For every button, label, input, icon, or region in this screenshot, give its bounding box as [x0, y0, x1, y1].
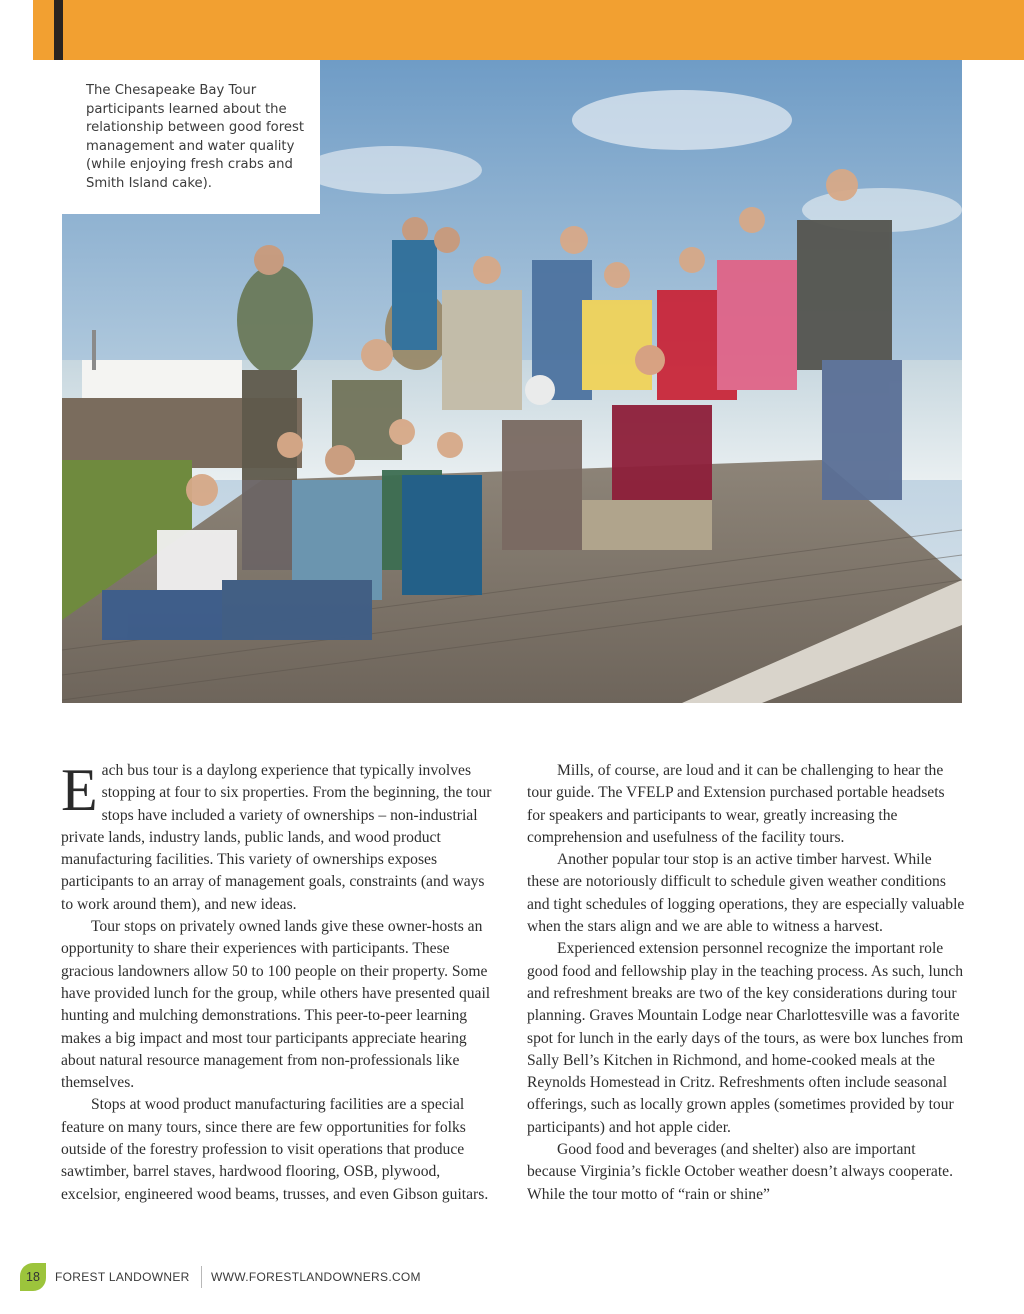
article-column-right [527, 760, 965, 1206]
article-paragraph: Good food and beverages (and shelter) also are important because Virginia’s fickle October weather doesn’t always cooperate. While the tour motto of “rain or shine” [527, 1141, 953, 1203]
article-paragraph: Another popular tour stop is an active timber harvest. While these are notoriously difficult to schedule given weather conditions and tight schedules of logging operations, they are especially valuable when the stars align and we are able to witness a harvest. [527, 851, 965, 936]
page-footer [20, 1263, 620, 1291]
paragraph-text: ach bus tour is a daylong experience that typically involves stopping at four to six properties. From the beginning, the tour stops have included a variety of ownerships – non-industrial private lands, industry lands, public lands, and wood product manufacturing facilities. This variety of ownerships exposes participants to an array of management goals, constraints (and ways to work around them), and new ideas. [61, 762, 492, 913]
article-paragraph: Stops at wood product manufacturing facilities are a special feature on many tours, since there are few opportunities for folks outside of the forestry profession to visit operations that produce sawtimber, barrel staves, hardwood flooring, OSB, plywood, excelsior, engineered wood beams, trusses, and even Gibson guitars. [61, 1096, 489, 1203]
article-column-left [61, 757, 499, 1206]
website-link[interactable]: WWW.FORESTLANDOWNERS.COM [211, 1270, 421, 1284]
page-number: 18 [20, 1263, 46, 1291]
footer-divider [201, 1266, 202, 1288]
article-paragraph: Experienced extension personnel recognize the important role good food and fellowship play in the teaching process. As such, lunch and refreshment breaks are two of the key considerations during tour planning. Graves Mountain Lodge near Charlottesville was a favorite spot for lunch in the early days of the tours, as were box lunches from Sally Bell’s Kitchen in Richmond, and home-cooked meals at the Reynolds Homestead in Critz. Refreshments often include seasonal offerings, such as locally grown apples (sometimes provided by tour participants) and hot apple cider. [527, 940, 964, 1136]
article-paragraph: Mills, of course, are loud and it can be challenging to hear the tour guide. The VFELP and Extension purchased portable headsets for speakers and participants to wear, greatly increasing the comprehension and usefulness of the facility tours. [527, 762, 945, 846]
article-paragraph [61, 757, 499, 916]
drop-cap: E [61, 757, 98, 823]
header-accent-bar [33, 0, 1024, 60]
magazine-name: FOREST LANDOWNER [55, 1270, 190, 1284]
header-accent-mark [54, 0, 63, 60]
article-paragraph: Tour stops on privately owned lands give these owner-hosts an opportunity to share their experiences with participants. These gracious landowners allow 50 to 100 people on their property. Some have provided lunch for the group, while others have presented quail hunting and mulching demonstrations. This peer-to-peer learning makes a big impact and most tour participants appreciate hearing about natural resource management from non-professionals like themselves. [61, 918, 491, 1092]
photo-caption: The Chesapeake Bay Tour participants learned about the relationship between good forest management and water quality (while enjoying fresh crabs and Smith Island cake). [62, 60, 320, 214]
